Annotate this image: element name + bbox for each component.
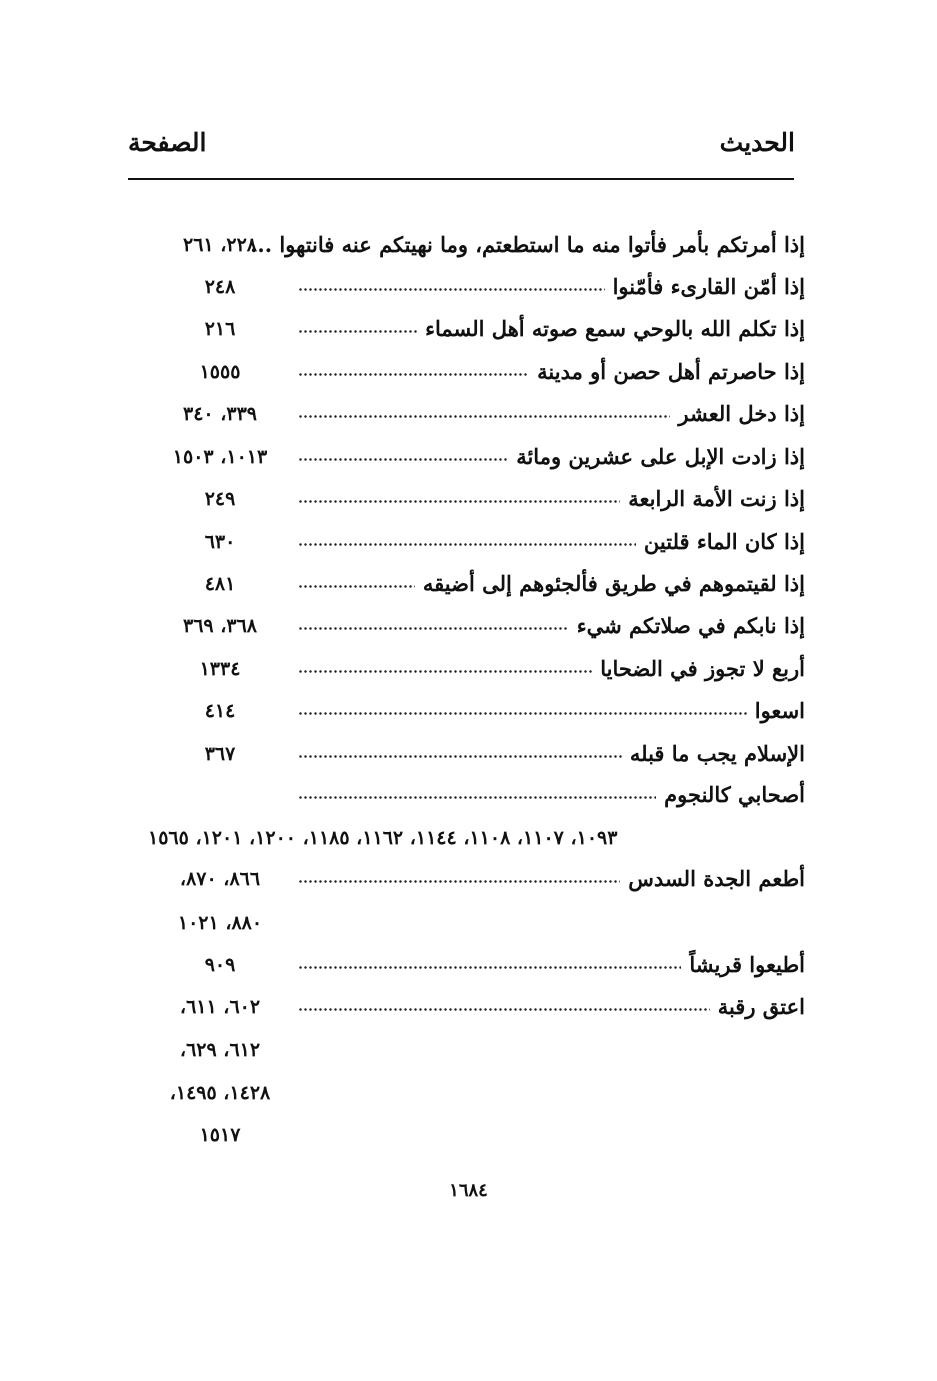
dot-leader: [298, 330, 417, 333]
page-references: ٢٢٨، ٢٦١: [183, 234, 257, 256]
page-references: ٨٨٠، ١٠٢١: [177, 912, 263, 934]
hadith-title: الإسلام يجب ما قبله: [629, 741, 805, 766]
index-entry: [0, 778, 937, 812]
page-references: ١٤٢٨، ١٤٩٥،: [169, 1082, 271, 1104]
index-entry: [0, 440, 937, 474]
hadith-title: أصحابي كالنجوم: [664, 782, 805, 807]
index-entry: [0, 1076, 937, 1110]
page-references: ١٣٣٤: [199, 658, 241, 680]
hadith-title: إذا حاصرتم أهل حصن أو مدينة: [537, 359, 805, 384]
page-references: ٨٦٦، ٨٧٠،: [179, 868, 261, 890]
dot-leader: [298, 373, 529, 376]
index-entry: [0, 567, 937, 601]
page-references: ٣٦٧: [204, 743, 236, 765]
page-references: [140, 778, 300, 812]
dot-leader: [298, 880, 620, 883]
page-references: ١٠١٣، ١٥٠٣: [172, 446, 268, 468]
hadith-title: إذا أمّن القارىء فأمّنوا: [612, 274, 805, 299]
page-references: ٢١٦: [204, 318, 236, 340]
dot-leader: [298, 966, 681, 969]
index-entry: [0, 948, 937, 982]
index-entry: [0, 397, 937, 431]
page-references: ٤٨١: [204, 573, 236, 595]
column-header-page: الصفحة: [128, 128, 207, 157]
index-entry: [0, 1118, 937, 1152]
dot-leader: [298, 415, 670, 418]
index-entry: [0, 1033, 937, 1067]
page-references: ٣٦٨، ٣٦٩: [183, 615, 257, 637]
index-entry: [0, 694, 937, 728]
dot-leader: [298, 543, 636, 546]
hadith-title: أطعم الجدة السدس: [628, 866, 805, 891]
page-references: ٢٤٩: [204, 488, 236, 510]
index-entry: [0, 652, 937, 686]
header-rule: [128, 178, 794, 180]
index-entry: [0, 482, 937, 516]
page-references: ١٥١٧: [199, 1124, 241, 1146]
index-entry: [0, 862, 937, 896]
hadith-title: أطيعوا قريشاً: [689, 952, 805, 977]
page-references: ٣٣٩، ٣٤٠: [183, 403, 257, 425]
index-entry: [0, 990, 937, 1024]
hadith-title: إذا تكلم الله بالوحي سمع صوته أهل السماء: [425, 316, 805, 341]
index-entry: [0, 525, 937, 559]
hadith-title: اعتق رقبة: [717, 994, 805, 1019]
dot-leader: [298, 796, 656, 799]
index-entry: [0, 312, 937, 346]
page-references: ١٥٥٥: [199, 361, 241, 383]
dot-leader: [298, 288, 605, 291]
hadith-title: اسعوا: [754, 698, 805, 723]
page-references: ٦٠٢، ٦١١،: [179, 996, 261, 1018]
dot-leader: [298, 585, 415, 588]
index-entry: [0, 270, 937, 304]
page-references: ١٠٩٣، ١١٠٧، ١١٠٨، ١١٤٤، ١١٦٢، ١١٨٥، ١٢٠٠، ١٢٠١، ١٥٦٥: [148, 827, 618, 849]
column-header-hadith: الحديث: [719, 128, 795, 157]
index-entry: [0, 737, 937, 771]
dot-leader: [298, 500, 620, 503]
page-number: ١٦٨٤: [449, 1180, 488, 1201]
index-entry: [0, 228, 937, 262]
hadith-title: إذا زنت الأمة الرابعة: [628, 486, 805, 511]
index-entry: [0, 355, 937, 389]
hadith-title: إذا دخل العشر: [678, 401, 805, 426]
page-references: ٩٠٩: [204, 954, 236, 976]
page-references: ٦١٢، ٦٢٩،: [179, 1039, 261, 1061]
dot-leader: [298, 1008, 710, 1011]
dot-leader: [298, 627, 569, 630]
hadith-title: إذا زادت الإبل على عشرين ومائة: [516, 444, 805, 469]
dot-leader: [298, 755, 622, 758]
hadith-title: أربع لا تجوز في الضحايا: [600, 656, 805, 681]
index-entry: [0, 609, 937, 643]
dot-leader: [298, 458, 508, 461]
page-references: ٦٣٠: [204, 531, 236, 553]
hadith-title: إذا لقيتموهم في طريق فألجئوهم إلى أضيقه: [422, 571, 805, 596]
hadith-title: إذا كان الماء قلتين: [643, 529, 805, 554]
index-entry: [0, 906, 937, 940]
hadith-title: إذا نابكم في صلاتكم شيء: [576, 613, 805, 638]
hadith-title: إذا أمرتكم بأمر فأتوا منه ما استطعتم، وما نهيتكم عنه فانتهوا ...: [250, 232, 805, 257]
dot-leader: [298, 712, 747, 715]
index-entry: [0, 821, 937, 855]
dot-leader: [298, 670, 592, 673]
page-references: ٤١٤: [204, 700, 236, 722]
page-references: ٢٤٨: [204, 276, 236, 298]
